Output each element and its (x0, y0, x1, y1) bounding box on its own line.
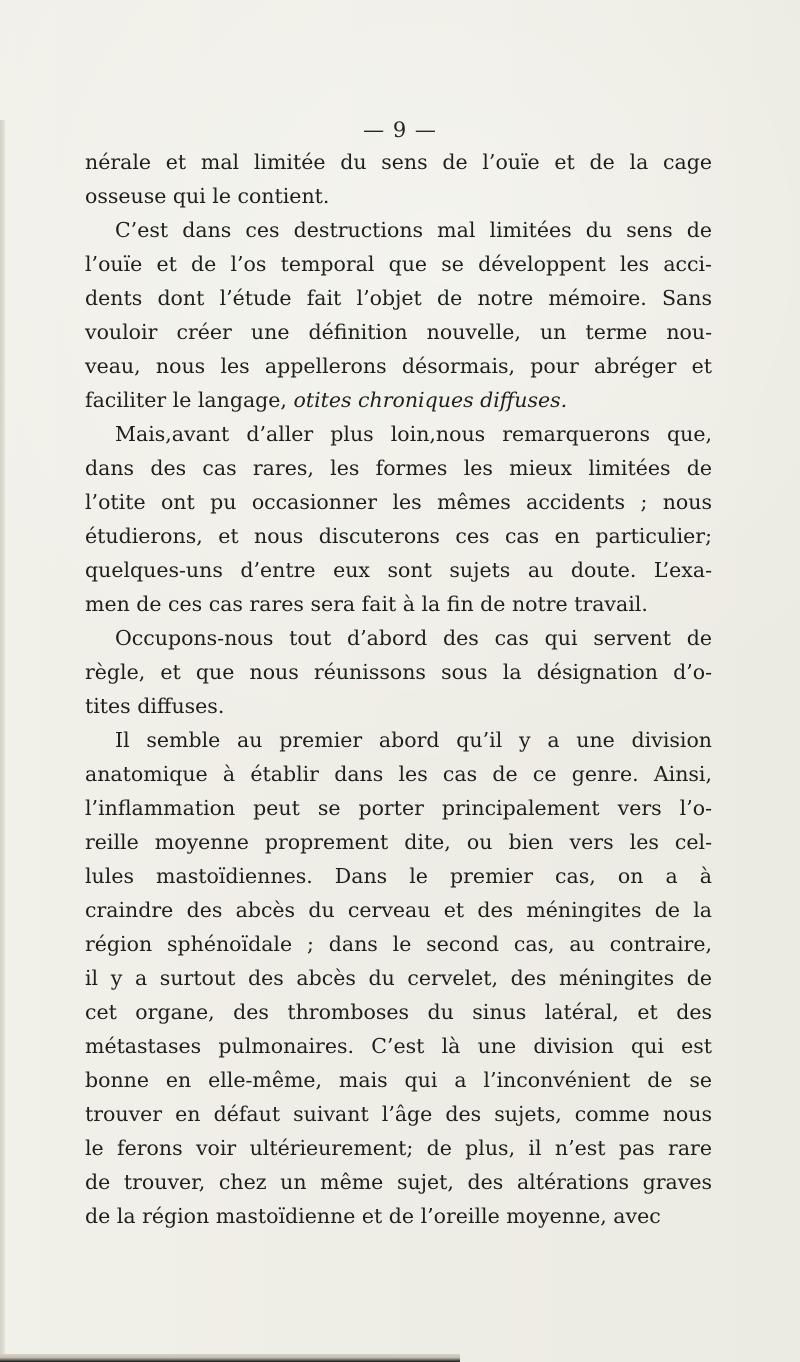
text-line: bonne en elle-même, mais qui a l’inconvénient de se (85, 1068, 712, 1092)
text-line: craindre des abcès du cerveau et des méningites de la (85, 898, 712, 922)
text-line: Mais,avant d’aller plus loin,nous remarquerons que, (115, 422, 712, 446)
text-line: dans des cas rares, les formes les mieux limitées de (85, 456, 712, 480)
text-line: Occupons-nous tout d’abord des cas qui servent de (115, 626, 712, 650)
text-line: région sphénoïdale ; dans le second cas, au contraire, (85, 932, 712, 956)
text-line: il y a surtout des abcès du cervelet, des méningites de (85, 966, 712, 990)
text-line: cet organe, des thromboses du sinus latéral, et des (85, 1000, 712, 1024)
text-line: l’otite ont pu occasionner les mêmes accidents ; nous (85, 490, 712, 514)
text-line: l’ouïe et de l’os temporal que se développent les acci- (85, 252, 712, 276)
text-line: lules mastoïdiennes. Dans le premier cas, on a à (85, 864, 712, 888)
text-line: métastases pulmonaires. C’est là une division qui est (85, 1034, 712, 1058)
body-text (85, 145, 712, 1233)
text-line: reille moyenne proprement dite, ou bien vers les cel- (85, 830, 712, 854)
text-fragment: faciliter le langage, (85, 388, 287, 412)
text-line: trouver en défaut suivant l’âge des sujets, comme nous (85, 1102, 712, 1126)
text-line: l’inflammation peut se porter principalement vers l’o- (85, 796, 712, 820)
page-bottom-edge-shadow (0, 1354, 460, 1362)
text-line: Il semble au premier abord qu’il y a une division (115, 728, 712, 752)
text-line: étudierons, et nous discuterons ces cas en particulier; (85, 524, 712, 548)
text-line: tites diffuses. (85, 694, 225, 718)
text-line: C’est dans ces destructions mal limitées du sens de (115, 218, 712, 242)
page-left-edge-shadow (0, 120, 5, 1362)
text-line: quelques-uns d’entre eux sont sujets au doute. L’exa- (85, 558, 712, 582)
text-line: de trouver, chez un même sujet, des altérations graves (85, 1170, 712, 1194)
text-line: le ferons voir ultérieurement; de plus, il n’est pas rare (85, 1136, 712, 1160)
text-line: nérale et mal limitée du sens de l’ouïe et de la cage (85, 150, 712, 174)
text-line: vouloir créer une définition nouvelle, un terme nou- (85, 320, 712, 344)
text-line: anatomique à établir dans les cas de ce genre. Ainsi, (85, 762, 712, 786)
page-number: — 9 — (363, 118, 437, 142)
text-line: dents dont l’étude fait l’objet de notre mémoire. Sans (85, 286, 712, 310)
text-line: de la région mastoïdienne et de l’oreille moyenne, avec (85, 1204, 661, 1228)
text-line: règle, et que nous réunissons sous la désignation d’o- (85, 660, 712, 684)
italic-term: otites chroniques diffuses. (293, 388, 568, 412)
text-line: men de ces cas rares sera fait à la fin de notre travail. (85, 592, 648, 616)
text-line: osseuse qui le contient. (85, 184, 330, 208)
text-line-with-italic-term (85, 383, 712, 417)
text-line: veau, nous les appellerons désormais, pour abréger et (85, 354, 712, 378)
